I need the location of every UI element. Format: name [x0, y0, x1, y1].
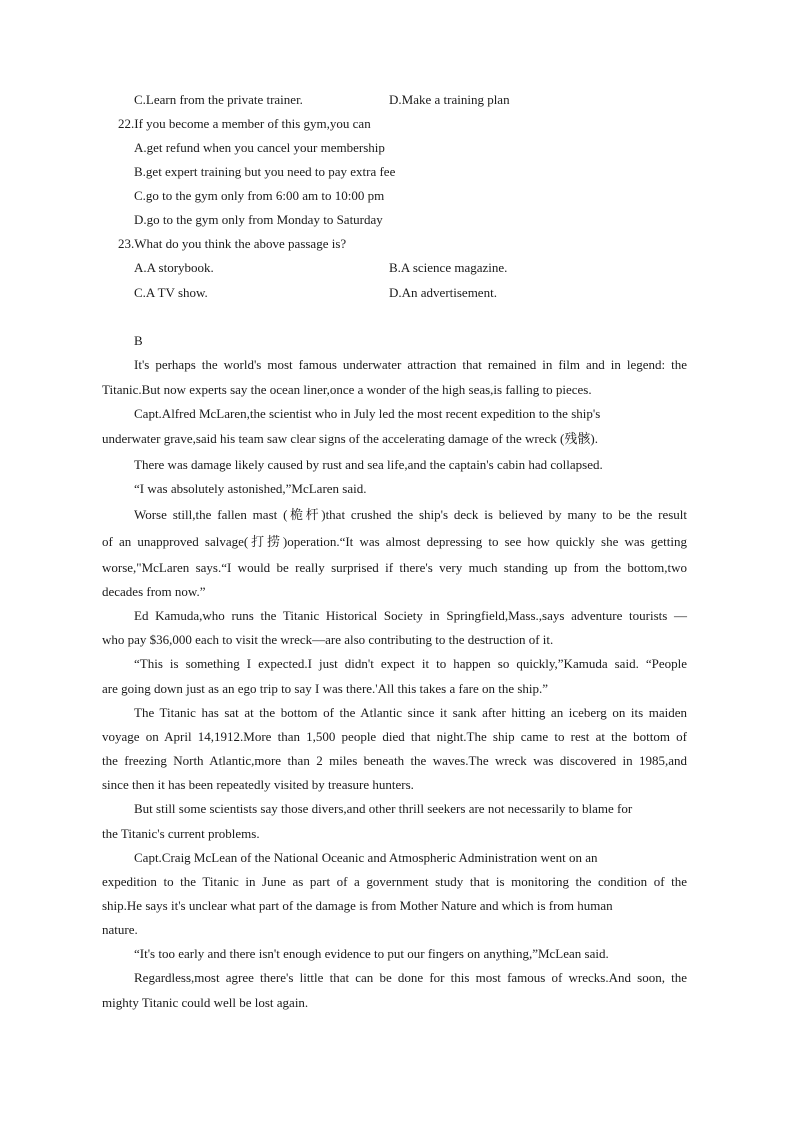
q22-stem: 22.If you become a member of this gym,you can: [118, 116, 371, 131]
q22-option-c: C.go to the gym only from 6:00 am to 10:00 pm: [134, 188, 385, 203]
passage-line: the Titanic's current problems.: [102, 826, 260, 841]
q23-options-row-1: [0, 260, 793, 276]
passage-line: “I was absolutely astonished,”McLaren said.: [134, 481, 367, 496]
passage-line: “It's too early and there isn't enough evidence to put our fingers on anything,”McLean said.: [134, 946, 609, 961]
passage-line: The Titanic has sat at the bottom of the Atlantic since it sank after hitting an iceberg on its maiden: [134, 705, 687, 720]
passage-line: Capt.Craig McLean of the National Oceanic and Atmospheric Administration went on an: [134, 850, 598, 865]
passage-line: Titanic.But now experts say the ocean liner,once a wonder of the high seas,is falling to pieces.: [102, 382, 592, 397]
passage-line: worse,"McLaren says.“I would be really surprised if there's very much standing up from the bottom,two: [102, 560, 687, 575]
passage-line: decades from now.”: [102, 584, 206, 599]
passage-line: voyage on April 14,1912.More than 1,500 people died that night.The ship came to rest at the bottom of: [102, 729, 687, 744]
q21-option-d: D.Make a training plan: [389, 92, 510, 107]
passage-line: nature.: [102, 922, 138, 937]
passage-line: ship.He says it's unclear what part of the damage is from Mother Nature and which is from human: [102, 898, 613, 913]
passage-line: the freezing North Atlantic,more than 2 miles beneath the waves.The wreck was discovered in 1985,and: [102, 753, 687, 768]
q21-options-row: [0, 92, 793, 108]
passage-line: mighty Titanic could well be lost again.: [102, 995, 309, 1010]
q23-options-row-2: [0, 285, 793, 301]
q23-option-d: D.An advertisement.: [389, 285, 497, 300]
passage-line: of an unapproved salvage(打捞)operation.“It was almost depressing to see how quickly she was getting: [102, 534, 687, 549]
passage-line: Ed Kamuda,who runs the Titanic Historical Society in Springfield,Mass.,says adventure tourists —: [134, 608, 687, 623]
passage-line: There was damage likely caused by rust and sea life,and the captain's cabin had collapsed.: [134, 457, 603, 472]
passage-line: But still some scientists say those divers,and other thrill seekers are not necessarily to blame for: [134, 801, 633, 816]
q22-option-d: D.go to the gym only from Monday to Saturday: [134, 212, 383, 227]
section-label: B: [134, 333, 143, 348]
passage-line: Worse still,the fallen mast (桅杆)that crushed the ship's deck is believed by many to be the result: [134, 507, 687, 522]
passage-line: Regardless,most agree there's little that can be done for this most famous of wrecks.And soon, the: [134, 970, 687, 985]
passage-line: are going down just as an ego trip to say I was there.'All this takes a fare on the ship.”: [102, 681, 549, 696]
q23-stem: 23.What do you think the above passage is?: [118, 236, 347, 251]
passage-line: It's perhaps the world's most famous underwater attraction that remained in film and in legend: the: [134, 357, 687, 372]
q22-option-b: B.get expert training but you need to pay extra fee: [134, 164, 396, 179]
passage-line: “This is something I expected.I just didn't expect it to happen so quickly,”Kamuda said. “People: [134, 656, 687, 671]
passage-line: underwater grave,said his team saw clear signs of the accelerating damage of the wreck (残骸).: [102, 431, 598, 446]
q22-option-a: A.get refund when you cancel your membership: [134, 140, 385, 155]
passage-line: Capt.Alfred McLaren,the scientist who in July led the most recent expedition to the ship's: [134, 406, 601, 421]
passage-line: who pay $36,000 each to visit the wreck—are also contributing to the destruction of it.: [102, 632, 554, 647]
q23-option-a: A.A storybook.: [134, 260, 214, 275]
q23-option-b: B.A science magazine.: [389, 260, 508, 275]
passage-line: since then it has been repeatedly visited by treasure hunters.: [102, 777, 414, 792]
q21-option-c: C.Learn from the private trainer.: [134, 92, 303, 107]
q23-option-c: C.A TV show.: [134, 285, 208, 300]
passage-line: expedition to the Titanic in June as part of a government study that is monitoring the condition of the: [102, 874, 687, 889]
